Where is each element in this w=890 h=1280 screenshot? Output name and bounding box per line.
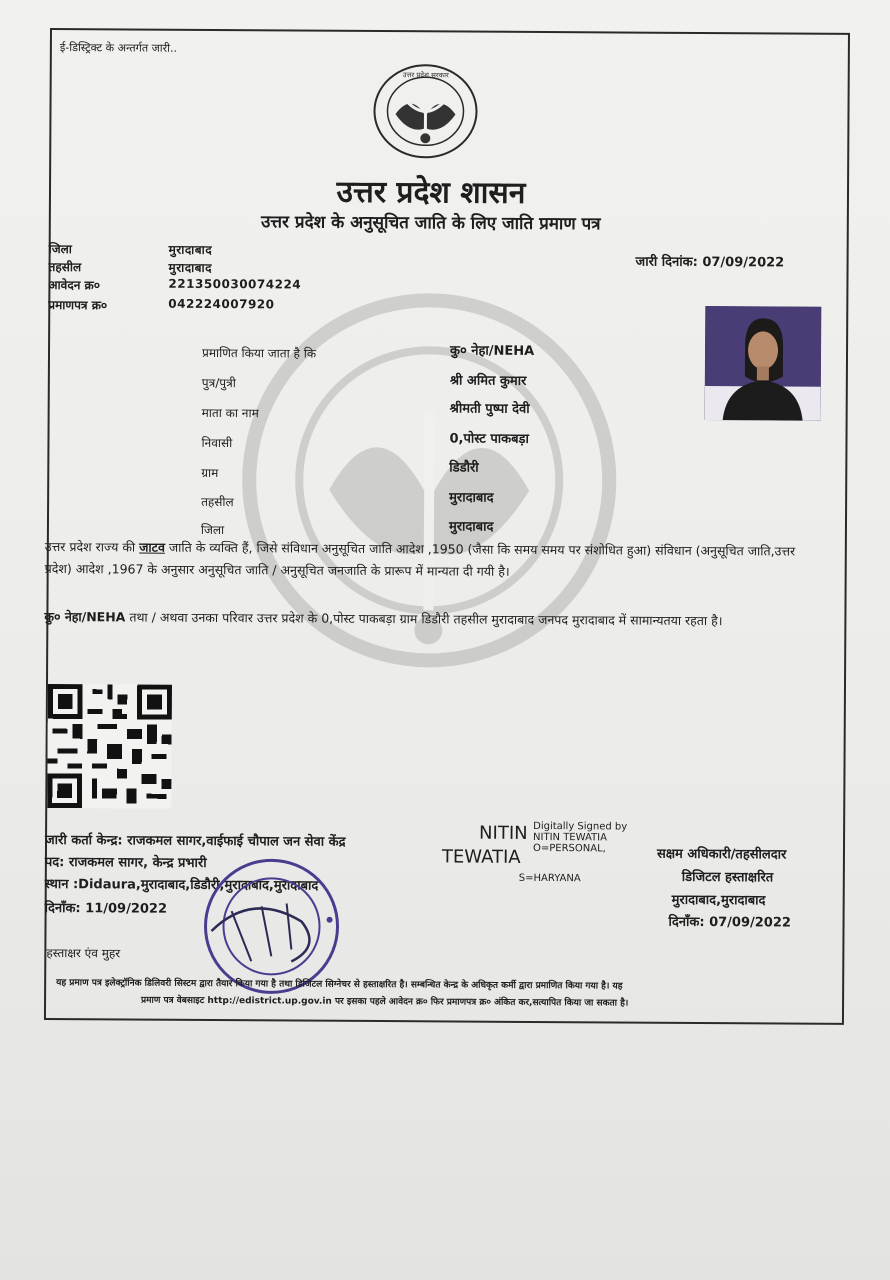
certificate-label: प्रमाणपत्र क्र०	[48, 297, 108, 313]
footer-line-1: यह प्रमाण पत्र इलेक्ट्रॉनिक डिलिवरी सिस्टम द्वारा तैयार किया गया है तथा डिजिटल सिग्नेचर से हस्ताक्षरित है। सम्बन्धित केन्द्र के अधिकृत कर्मी द्वारा प्रमाणित किया गया है। यह	[56, 978, 623, 992]
detail-label-certify: प्रमाणित किया जाता है कि	[201, 345, 317, 361]
residence-paragraph: कु० नेहा/NEHA तथा / अथवा उनका परिवार उत्तर प्रदेश के 0,पोस्ट पाकबड़ा ग्राम डिडौरी तहसील मुरादाबाद जनपद मुरादाबाद में सामान्यतया रहता है।	[44, 608, 723, 629]
emblem-text: उत्तर प्रदेश सरकार	[402, 71, 449, 80]
up-emblem-icon	[371, 62, 480, 161]
detail-value-name: कु० नेहा/NEHA	[449, 343, 535, 359]
detail-label-district: जिला	[200, 522, 225, 538]
page-title: उत्तर प्रदेश शासन	[336, 174, 526, 211]
qr-code	[47, 684, 172, 809]
district-value: मुरादाबाद	[168, 242, 213, 257]
detail-value-father: श्री अमित कुमार	[449, 373, 527, 389]
issuer-post: पद: राजकमल सागर, केन्द्र प्रभारी	[44, 854, 207, 871]
certificate-subtitle: उत्तर प्रदेश के अनुसूचित जाति के लिए जाति प्रमाण पत्र	[260, 212, 601, 235]
detail-value-mother: श्रीमती पुष्पा देवी	[449, 401, 530, 417]
detail-label-village: ग्राम	[201, 465, 219, 481]
detail-label-tehsil: तहसील	[201, 494, 234, 510]
edistrict-note: ई-डिस्ट्रिक्ट के अन्तर्गत जारी..	[59, 41, 178, 55]
issuer-place: स्थान :Didaura,मुरादाबाद,डिडौरी,मुरादाबाद,मुरादाबाद	[44, 876, 319, 894]
digital-signer-name-2: TEWATIA	[441, 846, 521, 868]
authority-place: मुरादाबाद,मुरादाबाद	[671, 892, 766, 909]
detail-value-tehsil: मुरादाबाद	[449, 490, 494, 506]
caste-name: जाटव	[139, 539, 165, 555]
district-label: जिला	[48, 241, 72, 257]
issuer-center: जारी कर्ता केन्द्र: राजकमल सागर,वाईफाई चौपाल जन सेवा केंद्र	[44, 832, 346, 850]
certificate-frame	[44, 28, 850, 1025]
detail-label-mother: माता का नाम	[201, 405, 259, 421]
tehsil-label: तहसील	[48, 259, 82, 275]
detail-value-village: डिडौरी	[449, 460, 479, 476]
digital-signer-name-1: NITIN	[479, 822, 528, 844]
issue-date: जारी दिनांक: 07/09/2022	[635, 254, 785, 271]
caste-paragraph: उत्तर प्रदेश राज्य की जाटव जाति के व्यक्ति हैं, जिसे संविधान अनुसूचित जाति आदेश ,1950 (जैसा कि समय समय पर संशोधित हुआ) संविधान (अनुसूचित जाति,उत्तर प्रदेश) आदेश ,1967 के अनुसार अनुसूचित जाति / अनुसूचित जनजाति के प्रारूप में मान्यता दी गयी है।	[44, 538, 796, 579]
detail-label-resident: निवासी	[201, 435, 233, 451]
issuer-date: दिनाँक: 11/09/2022	[44, 900, 168, 917]
tehsil-value: मुरादाबाद	[168, 260, 213, 275]
authority-title: सक्षम अधिकारी/तहसीलदार	[656, 846, 787, 863]
detail-value-district: मुरादाबाद	[448, 519, 494, 535]
footer-line-2: प्रमाण पत्र वेबसाइट http://edistrict.up.gov.in पर इसका पहले आवेदन क्र० फिर प्रमाणपत्र क्र० अंकित कर,सत्यापित किया जा सकता है।	[141, 995, 629, 1009]
certificate-number: 042224007920	[168, 296, 275, 312]
digital-signature-info: Digitally Signed by NITIN TEWATIA O=PERSONAL,	[532, 820, 628, 855]
sign-and-seal: हस्ताक्षर एंव मुहर	[46, 945, 121, 961]
application-label: आवेदन क्र०	[48, 277, 101, 293]
digital-signature-state: S=HARYANA	[518, 872, 581, 885]
authority-signed: डिजिटल हस्ताक्षरित	[681, 869, 774, 886]
authority-date: दिनाँक: 07/09/2022	[668, 914, 792, 931]
application-number: 221350030074224	[168, 276, 302, 292]
detail-value-resident: 0,पोस्ट पाकबड़ा	[449, 431, 529, 447]
residence-name: कु० नेहा/NEHA	[44, 608, 126, 625]
detail-label-parent: पुत्र/पुत्री	[201, 375, 236, 391]
applicant-photo	[705, 306, 822, 421]
